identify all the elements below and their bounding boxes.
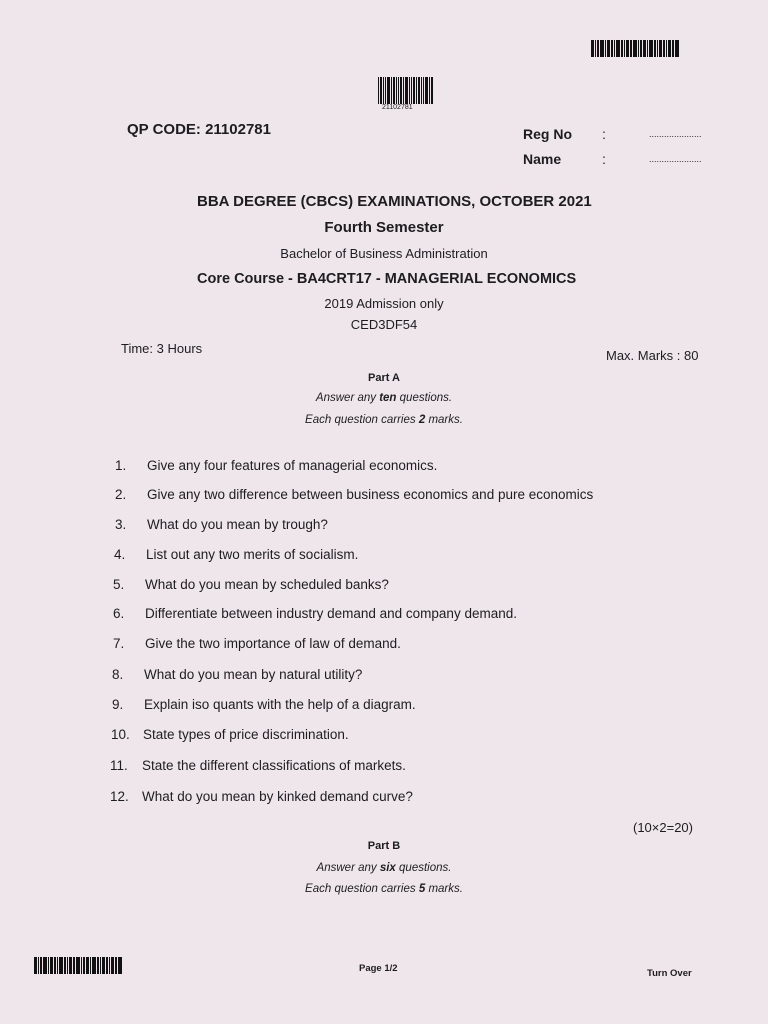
question-2: 2. Give any two difference between business economics and pure economics xyxy=(115,487,594,502)
part-a-instruction-1: Answer any ten questions. xyxy=(315,392,453,404)
question-9: 9. Explain iso quants with the help of a diagram. xyxy=(112,697,416,712)
reg-no-label: Reg No xyxy=(523,126,572,142)
part-b-instruction-2: Each question carries 5 marks. xyxy=(305,883,463,895)
part-b-instruction-1: Answer any six questions. xyxy=(316,862,452,874)
exam-title: BBA DEGREE (CBCS) EXAMINATIONS, OCTOBER 2021 xyxy=(197,193,592,210)
question-10: 10. State types of price discrimination. xyxy=(111,727,349,742)
part-b-title: Part B xyxy=(367,840,401,852)
qp-code: QP CODE: 21102781 xyxy=(127,121,271,138)
turn-over: Turn Over xyxy=(647,968,692,979)
semester: Fourth Semester xyxy=(324,219,444,236)
question-3: 3. What do you mean by trough? xyxy=(115,517,328,532)
reg-no-colon: : xyxy=(602,126,606,142)
barcode-number: 21102781 xyxy=(382,104,413,111)
barcode-center xyxy=(378,77,434,104)
part-a-instruction-2: Each question carries 2 marks. xyxy=(305,414,463,426)
question-1: 1. Give any four features of managerial economics. xyxy=(115,458,438,473)
page-number: Page 1/2 xyxy=(359,963,398,974)
question-5: 5. What do you mean by scheduled banks? xyxy=(113,577,389,592)
part-a-marks-total: (10×2=20) xyxy=(633,820,693,835)
question-7: 7. Give the two importance of law of demand. xyxy=(113,636,401,651)
name-dots: ..................... xyxy=(649,154,702,164)
programme: Bachelor of Business Administration xyxy=(280,246,488,261)
barcode-bottom-left xyxy=(34,957,123,974)
paper-code: CED3DF54 xyxy=(350,317,418,332)
admission: 2019 Admission only xyxy=(324,296,444,311)
time: Time: 3 Hours xyxy=(121,341,203,356)
name-label: Name xyxy=(523,151,562,167)
question-4: 4. List out any two merits of socialism. xyxy=(114,547,359,562)
question-8: 8. What do you mean by natural utility? xyxy=(112,667,363,682)
course-title: Core Course - BA4CRT17 - MANAGERIAL ECONOMICS xyxy=(197,271,577,287)
reg-no-dots: ..................... xyxy=(649,129,702,139)
max-marks: Max. Marks : 80 xyxy=(606,348,699,363)
barcode-top-right xyxy=(591,40,680,57)
question-12: 12. What do you mean by kinked demand curve? xyxy=(110,789,413,804)
part-a-title: Part A xyxy=(368,372,400,384)
name-colon: : xyxy=(602,151,606,167)
question-6: 6. Differentiate between industry demand and company demand. xyxy=(113,606,517,621)
question-11: 11. State the different classifications of markets. xyxy=(110,758,406,773)
